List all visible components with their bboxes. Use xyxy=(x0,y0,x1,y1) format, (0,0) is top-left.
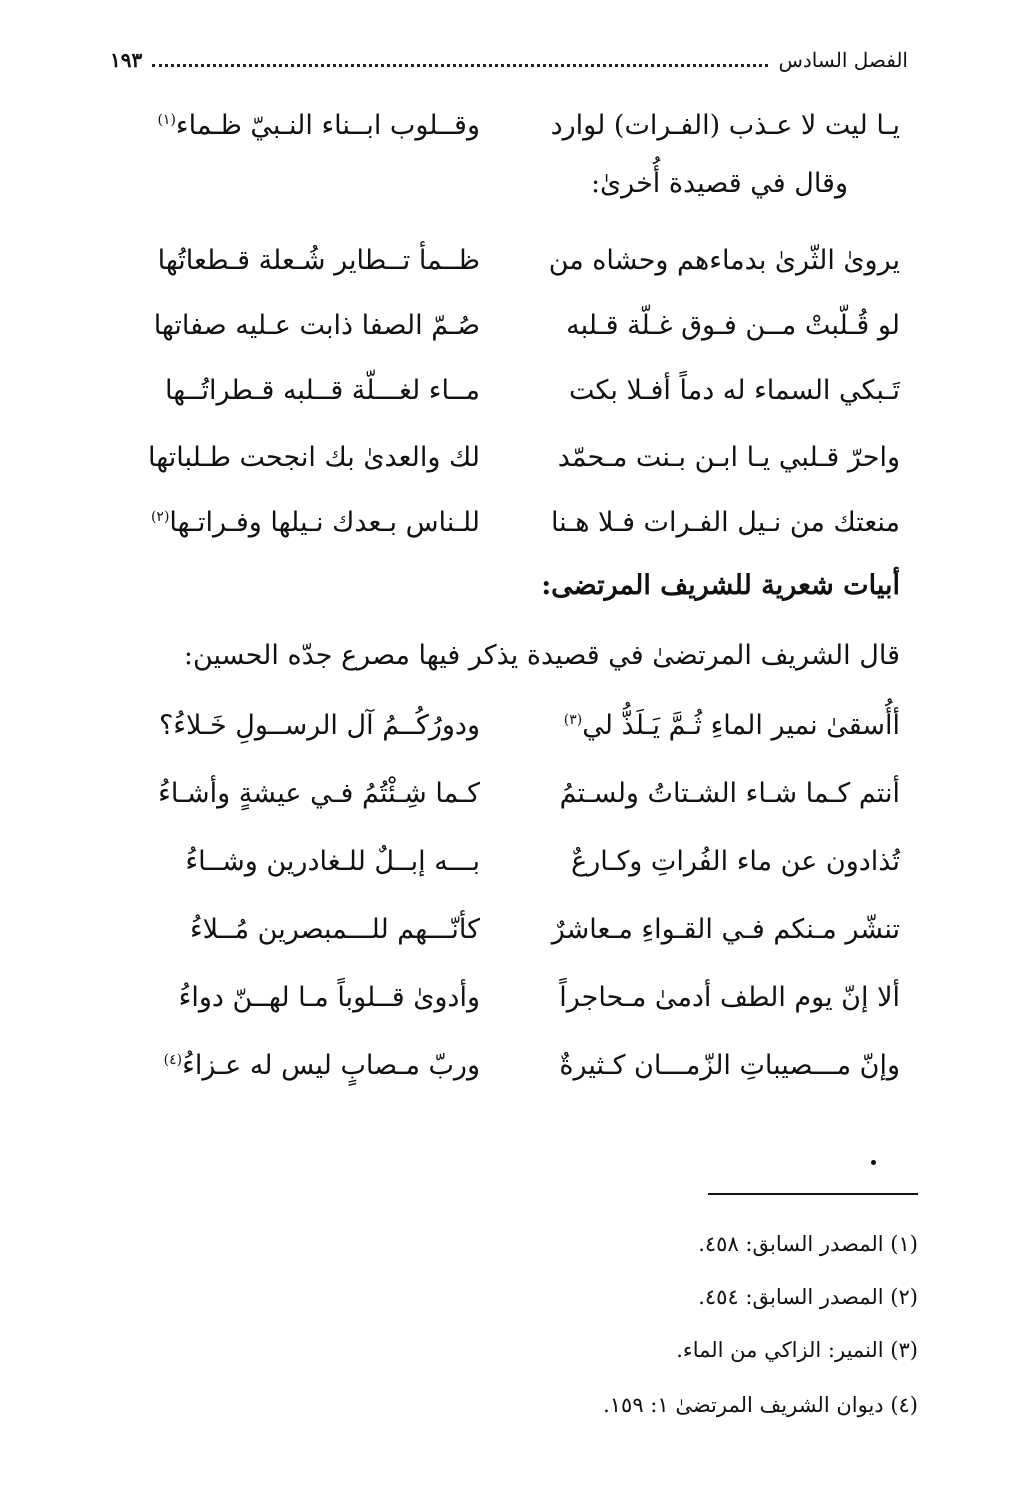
verse-first-hemistich: تُذادون عن ماء الفُراتِ وكـارعٌ xyxy=(571,845,900,877)
footnote-marker: (٤) xyxy=(163,1051,183,1068)
verse-second-hemistich: ظــمأ تــطاير شُـعلة قـطعاتُها xyxy=(157,244,480,276)
page-number: ١٩٣ xyxy=(110,48,143,72)
verse-line xyxy=(110,300,900,350)
footnote: (١) المصدر السابق: ٤٥٨. xyxy=(698,1232,918,1256)
footnote-marker: (٢) xyxy=(150,508,170,525)
verse-line xyxy=(110,235,900,285)
verse-first-hemistich: يروىٰ الثّرىٰ بدماءهم وحشاه من xyxy=(548,244,900,276)
verse-line xyxy=(110,497,900,547)
verse-first-hemistich: لو قُـلّبتْ مــن فـوق غـلّة قـلبه xyxy=(566,309,900,341)
verse-second-hemistich: للـناس بـعدك نـيلها وفـراتـها$^{(٢)}$ xyxy=(150,506,480,538)
verse-second-hemistich: مــاء لغـــلّة قــلبه قـطراتُــها xyxy=(164,374,480,406)
verse-line xyxy=(110,904,900,954)
verse-line xyxy=(110,432,900,482)
header-leader-dots xyxy=(152,54,768,67)
footnote: (٣) النمير: الزاكي من الماء. xyxy=(676,1338,918,1362)
intro-line: قال الشريف المرتضىٰ في قصيدة يذكر فيها مصرع جدّه الحسين: xyxy=(183,640,900,671)
verse-second-hemistich: وربّ مـصابٍ ليس له عـزاءُ$^{(٤)}$ xyxy=(163,1049,480,1081)
footnote: (٤) ديوان الشريف المرتضىٰ ١: ١٥٩. xyxy=(603,1393,918,1417)
verse-line xyxy=(110,365,900,415)
verse-first-hemistich: تنشّر مـنكم فـي القـواءِ مـعاشرٌ xyxy=(551,913,900,945)
verse-first-hemistich: يـا ليت لا عـذب (الفـرات) لوارد xyxy=(550,109,900,141)
verse-first-hemistich: أأُسقىٰ نمير الماءِ ثُـمَّ يَـلَذُّ لي$^{(٣)}$ xyxy=(563,709,900,741)
section-heading: أبيات شعرية للشريف المرتضى: xyxy=(541,570,900,601)
stray-dot xyxy=(871,1160,876,1165)
verse-line xyxy=(110,1040,900,1090)
verse-line xyxy=(110,768,900,818)
verse-line xyxy=(110,700,900,750)
verse-first-hemistich: تَـبكي السماء له دماً أفـلا بكت xyxy=(568,374,900,406)
verse-first-hemistich: واحرّ قـلبي يـا ابـن بـنت مـحمّد xyxy=(557,441,900,473)
footnote-marker: (٣) xyxy=(563,711,583,728)
verse-first-hemistich: أنتم كـما شـاء الشـتاتُ ولسـتمُ xyxy=(559,777,900,809)
verse-second-hemistich: كـما شِـئْتُمُ فـي عيشةٍ وأشـاءُ xyxy=(158,777,480,809)
verse-line xyxy=(110,100,900,150)
verse-second-hemistich: ودورُكُــمُ آل الرســولِ خَـلاءُ؟ xyxy=(158,709,480,741)
footnote: (٢) المصدر السابق: ٤٥٤. xyxy=(698,1285,918,1309)
verse-second-hemistich: بـــه إبــلٌ للـغادرين وشــاءُ xyxy=(185,845,480,877)
footnote-marker: (١) xyxy=(157,111,176,128)
verse-line xyxy=(110,836,900,886)
verse-second-hemistich: وقــلوب ابــناء النـبيّ ظـماء$^{(١)}$ xyxy=(157,109,480,141)
verse-first-hemistich: منعتك من نـيل الفـرات فـلا هـنا xyxy=(550,506,900,538)
intro-line: وقال في قصيدة أُخرىٰ: xyxy=(590,168,848,199)
verse-first-hemistich: وإنّ مـــصيباتِ الزّمـــان كـثيرةٌ xyxy=(559,1049,900,1081)
verse-line xyxy=(110,972,900,1022)
running-header xyxy=(110,40,908,80)
verse-second-hemistich: لك والعدىٰ بك انجحت طـلباتها xyxy=(148,441,480,473)
chapter-title: الفصل السادس xyxy=(778,48,908,72)
verse-second-hemistich: كأنّـــهم للـــمبصرين مُــلاءُ xyxy=(189,913,480,945)
verse-first-hemistich: ألا إنّ يوم الطف أدمىٰ مـحاجراً xyxy=(559,981,900,1013)
verse-second-hemistich: وأدوىٰ قــلوباً مـا لهــنّ دواءُ xyxy=(178,981,480,1013)
verse-second-hemistich: صُـمّ الصفا ذابت عـليه صفاتها xyxy=(153,309,480,341)
footnote-separator xyxy=(708,1193,918,1195)
